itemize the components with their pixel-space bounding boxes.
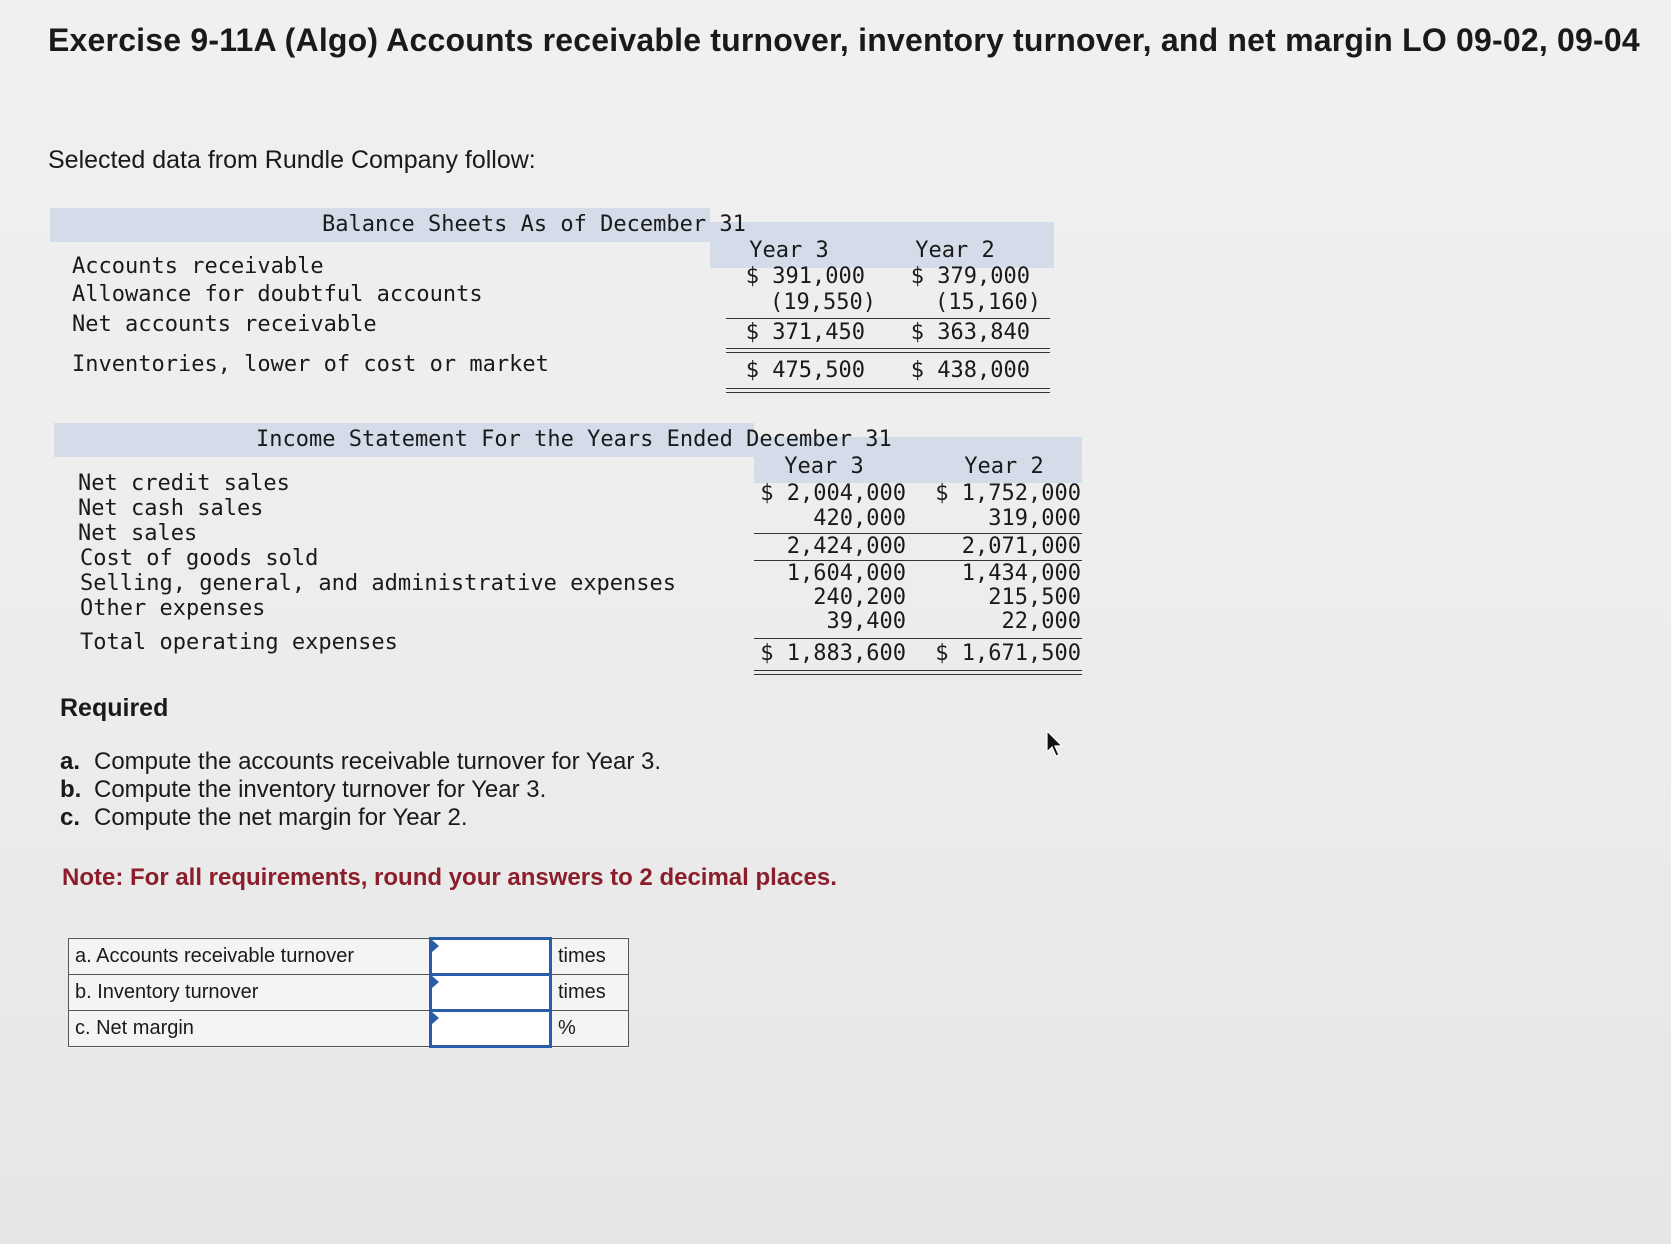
income-statement <box>54 423 1084 683</box>
balance-sheet-heading: Balance Sheets As of December 31 <box>322 212 746 237</box>
is-label-net-credit-sales: Net credit sales <box>78 471 290 496</box>
is-col-year2: Year 2 <box>964 454 1044 479</box>
is-sga-y2: 215,500 <box>988 585 1081 610</box>
requirement-c <box>60 804 661 832</box>
is-label-sga: Selling, general, and administrative expenses <box>80 571 677 596</box>
income-statement-heading: Income Statement For the Years Ended December 31 <box>256 427 892 452</box>
answer-label: b. Inventory turnover <box>69 975 431 1011</box>
is-sga-y3: 240,200 <box>813 585 906 610</box>
bs-allowance-y3: (19,550) <box>770 290 876 315</box>
bs-inventories-y3: $ 475,500 <box>745 358 865 383</box>
requirement-a <box>60 748 661 776</box>
is-col-year3: Year 3 <box>784 454 864 479</box>
bs-net-ar-y2: $ 363,840 <box>910 320 1030 345</box>
answer-unit: % <box>551 1011 629 1047</box>
is-label-other-expenses: Other expenses <box>80 596 266 621</box>
answer-row-inventory-turnover <box>69 975 629 1011</box>
requirement-letter: a. <box>60 748 81 775</box>
intro-text: Selected data from Rundle Company follow: <box>48 146 536 174</box>
net-margin-input[interactable] <box>432 1012 549 1045</box>
rounding-note: Note: For all requirements, round your answers to 2 decimal places. <box>62 864 837 891</box>
is-credit-y3: $ 2,004,000 <box>760 481 906 506</box>
bs-ar-y2: $ 379,000 <box>910 264 1030 289</box>
is-cash-y3: 420,000 <box>813 506 906 531</box>
bs-label-net-ar: Net accounts receivable <box>72 312 377 337</box>
bs-label-inventories: Inventories, lower of cost or market <box>72 352 549 377</box>
ar-turnover-input[interactable] <box>432 940 549 973</box>
bs-col-year3: Year 3 <box>749 238 829 263</box>
answer-table <box>68 937 629 1048</box>
bs-col-year2: Year 2 <box>915 238 995 263</box>
answer-unit: times <box>551 939 629 975</box>
mouse-pointer-icon <box>1045 730 1067 758</box>
is-other-y3: 39,400 <box>826 609 906 634</box>
exercise-title: Exercise 9-11A (Algo) Accounts receivable turnover, inventory turnover, and net margin LO 09-02, 09-04 <box>48 22 1640 58</box>
net-margin-cell <box>431 1011 551 1047</box>
is-credit-y2: $ 1,752,000 <box>935 481 1081 506</box>
bs-ar-y3: $ 391,000 <box>745 264 865 289</box>
is-total-y3: $ 1,883,600 <box>760 641 906 666</box>
requirements-list <box>60 748 661 832</box>
input-marker-icon <box>432 976 439 988</box>
is-label-total-operating: Total operating expenses <box>80 630 398 655</box>
bs-label-allowance: Allowance for doubtful accounts <box>72 282 483 307</box>
is-cogs-y2: 1,434,000 <box>961 561 1081 586</box>
inventory-turnover-input[interactable] <box>432 976 549 1009</box>
requirement-b <box>60 776 661 804</box>
is-cogs-y3: 1,604,000 <box>786 561 906 586</box>
is-net-sales-y2: 2,071,000 <box>961 534 1081 559</box>
bs-net-ar-y3: $ 371,450 <box>745 320 865 345</box>
balance-sheet <box>50 208 1055 408</box>
is-net-sales-y3: 2,424,000 <box>786 534 906 559</box>
requirement-text: Compute the net margin for Year 2. <box>94 804 468 831</box>
answer-row-ar-turnover <box>69 939 629 975</box>
answer-row-net-margin <box>69 1011 629 1047</box>
answer-unit: times <box>551 975 629 1011</box>
input-marker-icon <box>432 1012 439 1024</box>
inventory-turnover-cell <box>431 975 551 1011</box>
is-label-net-cash-sales: Net cash sales <box>78 496 264 521</box>
requirement-letter: b. <box>60 776 82 803</box>
answer-label: c. Net margin <box>69 1011 431 1047</box>
requirement-text: Compute the accounts receivable turnover for Year 3. <box>94 748 661 775</box>
input-marker-icon <box>432 940 439 952</box>
is-other-y2: 22,000 <box>1001 609 1081 634</box>
is-label-net-sales: Net sales <box>78 521 198 546</box>
required-heading: Required <box>60 694 169 722</box>
requirement-text: Compute the inventory turnover for Year 3. <box>94 776 547 803</box>
is-cash-y2: 319,000 <box>988 506 1081 531</box>
bs-inventories-y2: $ 438,000 <box>910 358 1030 383</box>
bs-allowance-y2: (15,160) <box>935 290 1041 315</box>
answer-label: a. Accounts receivable turnover <box>69 939 431 975</box>
is-total-y2: $ 1,671,500 <box>935 641 1081 666</box>
requirement-letter: c. <box>60 804 81 831</box>
is-label-cogs: Cost of goods sold <box>80 546 319 571</box>
ar-turnover-cell <box>431 939 551 975</box>
bs-label-accounts-receivable: Accounts receivable <box>72 254 324 279</box>
